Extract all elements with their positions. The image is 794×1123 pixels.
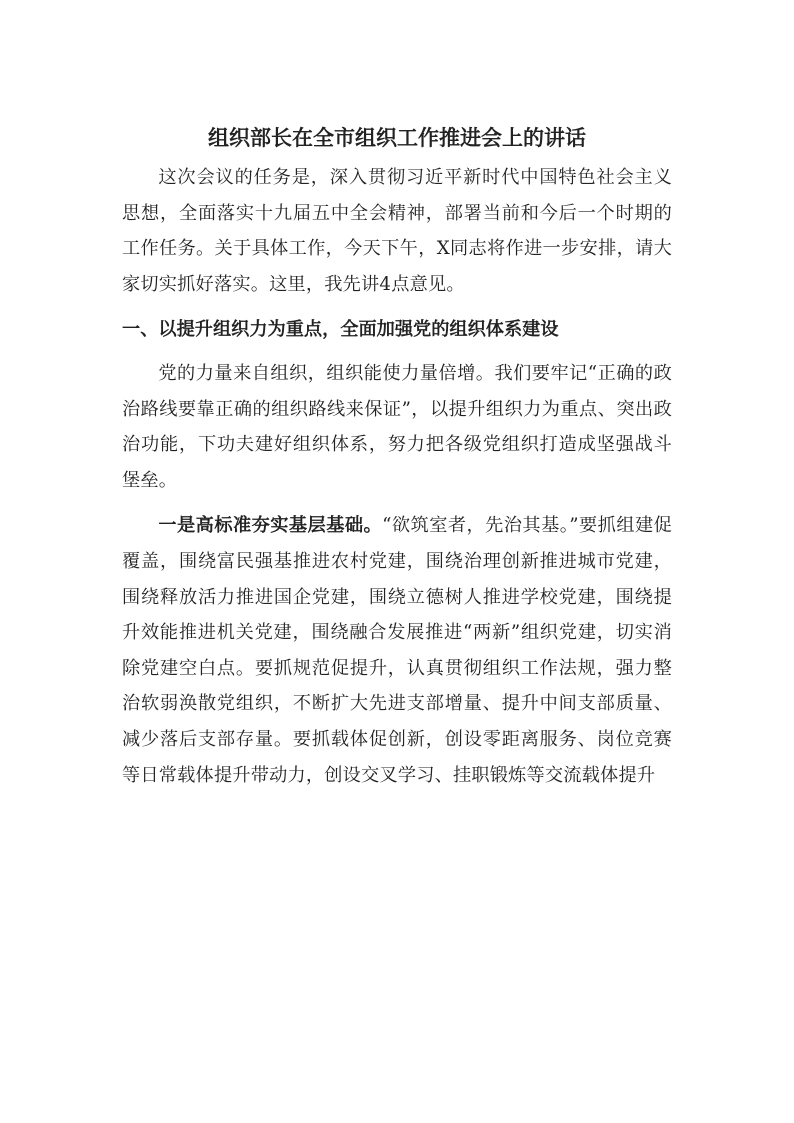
section-heading: 一、以提升组织力为重点，全面加强党的组织体系建设 — [122, 319, 559, 341]
paragraph-body: “欲筑室者，先治其基。”要抓组建促覆盖，围绕富民强基推进农村党建，围绕治理创新推进城市党建，围绕释放活力推进国企党建，围绕立德树人推进学校党建，围绕提升效能推进机关党建，围绕融合发展推进“两新”组织党建，切实消除党建空白点。要抓规范促提升，认真贯彻组织工作法规，强力整治软弱涣散党组织，不断扩大先进支部增量、提升中间支部质量、减少落后支部存量。要抓载体促创新，创设零距离服务、岗位竞赛等日常载体提升带动力，创设交叉学习、挂职锻炼等交流载体提升 — [122, 515, 672, 786]
document-title: 组织部长在全市组织工作推进会上的讲话 — [208, 126, 586, 150]
paragraph-lead: 一是高标准夯实基层基础。 — [158, 515, 383, 537]
document-page — [122, 118, 672, 793]
section-paragraph-detail — [122, 508, 672, 793]
intro-paragraph: 这次会议的任务是，深入贯彻习近平新时代中国特色社会主义思想，全面落实十九届五中全会精神，部署当前和今后一个时期的工作任务。关于具体工作，今天下午，X同志将作进一步安排，请大家切实抓好落实。这里，我先讲4点意见。 — [122, 167, 672, 295]
section-paragraph: 党的力量来自组织，组织能使力量倍增。我们要牢记“正确的政治路线要靠正确的组织路线来保证”，以提升组织力为重点、突出政治功能，下功夫建好组织体系，努力把各级党组织打造成坚强战斗堡垒。 — [122, 362, 672, 491]
